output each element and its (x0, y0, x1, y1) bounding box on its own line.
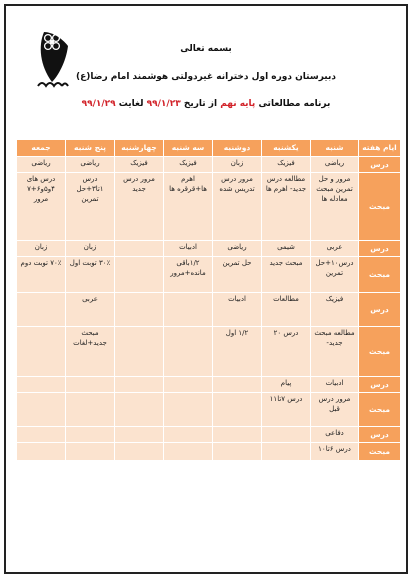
row-label: درس (359, 293, 401, 327)
table-cell: ریاضی (311, 157, 359, 173)
table-row (17, 443, 401, 461)
table-cell (17, 377, 66, 393)
table-cell (17, 427, 66, 443)
col-header-wednesday: چهارشنبه (115, 140, 164, 157)
table-cell: ریاضی (213, 241, 262, 257)
col-header-thursday: پنج شنبه (66, 140, 115, 157)
table-row (17, 393, 401, 427)
col-header-monday: دوشنبه (213, 140, 262, 157)
table-cell (115, 327, 164, 377)
table-cell: ۱/۲باقی مانده+مرور (164, 257, 213, 293)
table-cell: مطالعه مبحث جدید- (311, 327, 359, 377)
table-cell: درس های ۴و۵و۶+۷ مرور (17, 173, 66, 241)
table-cell (115, 293, 164, 327)
table-cell (115, 427, 164, 443)
table-cell (262, 443, 311, 461)
table-cell (115, 257, 164, 293)
page (4, 4, 408, 574)
table-cell: پیام (262, 377, 311, 393)
row-label: مبحث (359, 327, 401, 377)
row-label: درس (359, 427, 401, 443)
table-cell: ۱/۲ اول (213, 327, 262, 377)
col-header-tuesday: سه شنبه (164, 140, 213, 157)
table-cell (17, 443, 66, 461)
table-cell: مبحث جدید (262, 257, 311, 293)
table-cell: فیزیک (115, 157, 164, 173)
table-cell: درس ۷تا۱۱ (262, 393, 311, 427)
table-row (17, 241, 401, 257)
table-cell: مرور درس جدید (115, 173, 164, 241)
row-label: درس (359, 241, 401, 257)
table-cell (213, 377, 262, 393)
table-cell: فیزیک (262, 157, 311, 173)
table-row (17, 173, 401, 241)
table-cell: عربی (311, 241, 359, 257)
table-cell: درس ۱تا۳+حل تمرین (66, 173, 115, 241)
table-row (17, 293, 401, 327)
date-from: ۹۹/۱/۲۳ (146, 99, 181, 109)
table-cell: ریاضی (17, 157, 66, 173)
table-cell: دفاعی (311, 427, 359, 443)
date-from-label: از تاریخ (183, 99, 218, 109)
table-cell: ۳۰٪ توبت اول (66, 257, 115, 293)
table-row (17, 427, 401, 443)
table-cell: اهرم ها+قرقره ها (164, 173, 213, 241)
table-cell (66, 377, 115, 393)
table-cell (66, 393, 115, 427)
row-label: مبحث (359, 393, 401, 427)
table-cell: ادبیات (213, 293, 262, 327)
table-row (17, 257, 401, 293)
table-cell: درس ۲۰ (262, 327, 311, 377)
school-name: دبیرستان دوره اول دخترانه غیردولتی هوشمند امام رضا(ع) (76, 72, 336, 82)
table-cell: مرور درس قبل (311, 393, 359, 427)
table-row (17, 327, 401, 377)
table-cell: فیزیک (164, 157, 213, 173)
table-cell: حل تمرین (213, 257, 262, 293)
table-cell (213, 393, 262, 427)
table-cell (115, 393, 164, 427)
table-cell (66, 427, 115, 443)
table-cell (164, 327, 213, 377)
table-cell: زبان (66, 241, 115, 257)
col-header-days: ایام هفته (359, 140, 401, 157)
table-row (17, 157, 401, 173)
table-cell (66, 443, 115, 461)
col-header-saturday: شنبه (311, 140, 359, 157)
grade-label: پایه نهم (220, 99, 256, 109)
table-cell: عربی (66, 293, 115, 327)
row-label: مبحث (359, 173, 401, 241)
col-header-friday: جمعه (17, 140, 66, 157)
table-cell: ۷۰٪ توبت دوم (17, 257, 66, 293)
table-cell (164, 443, 213, 461)
date-to-label: لغایت (118, 99, 144, 109)
table-cell: ادبیات (164, 241, 213, 257)
row-label: درس (359, 377, 401, 393)
table-cell: درس ۶تا۱۰ (311, 443, 359, 461)
table-cell: مطالعات (262, 293, 311, 327)
table-cell (213, 443, 262, 461)
table-cell (115, 377, 164, 393)
table-cell: شیمی (262, 241, 311, 257)
table-cell (17, 327, 66, 377)
row-label: مبحث (359, 443, 401, 461)
table-cell (115, 241, 164, 257)
table-header-row (17, 140, 401, 157)
table-cell (213, 427, 262, 443)
table-cell: مطالعه درس جدید- اهرم ها (262, 173, 311, 241)
col-header-sunday: یکشنبه (262, 140, 311, 157)
table-cell: مبحث جدید+لغات (66, 327, 115, 377)
study-schedule-table (16, 139, 401, 461)
table-cell: زبان (17, 241, 66, 257)
table-cell (115, 443, 164, 461)
date-to: ۹۹/۱/۲۹ (81, 99, 116, 109)
table-cell: فیزیک (311, 293, 359, 327)
table-cell (17, 393, 66, 427)
table-cell: مرور و حل تمرین مبحث معادله ها (311, 173, 359, 241)
table-cell: ریاضی (66, 157, 115, 173)
row-label: مبحث (359, 257, 401, 293)
plan-title (6, 99, 406, 109)
table-cell (262, 427, 311, 443)
table-cell (164, 293, 213, 327)
school-logo (32, 26, 76, 96)
table-cell: ادبیات (311, 377, 359, 393)
table-cell (164, 377, 213, 393)
plan-prefix: برنامه مطالعاتی (258, 99, 331, 109)
table-cell (17, 293, 66, 327)
table-cell: مرور درس تدریس شده (213, 173, 262, 241)
table-cell (164, 427, 213, 443)
table-row (17, 377, 401, 393)
table-cell: زبان (213, 157, 262, 173)
row-label: درس (359, 157, 401, 173)
basmala-heading: بسمه تعالی (180, 44, 232, 54)
table-cell: درس۱۰+حل تمرین (311, 257, 359, 293)
table-cell (164, 393, 213, 427)
